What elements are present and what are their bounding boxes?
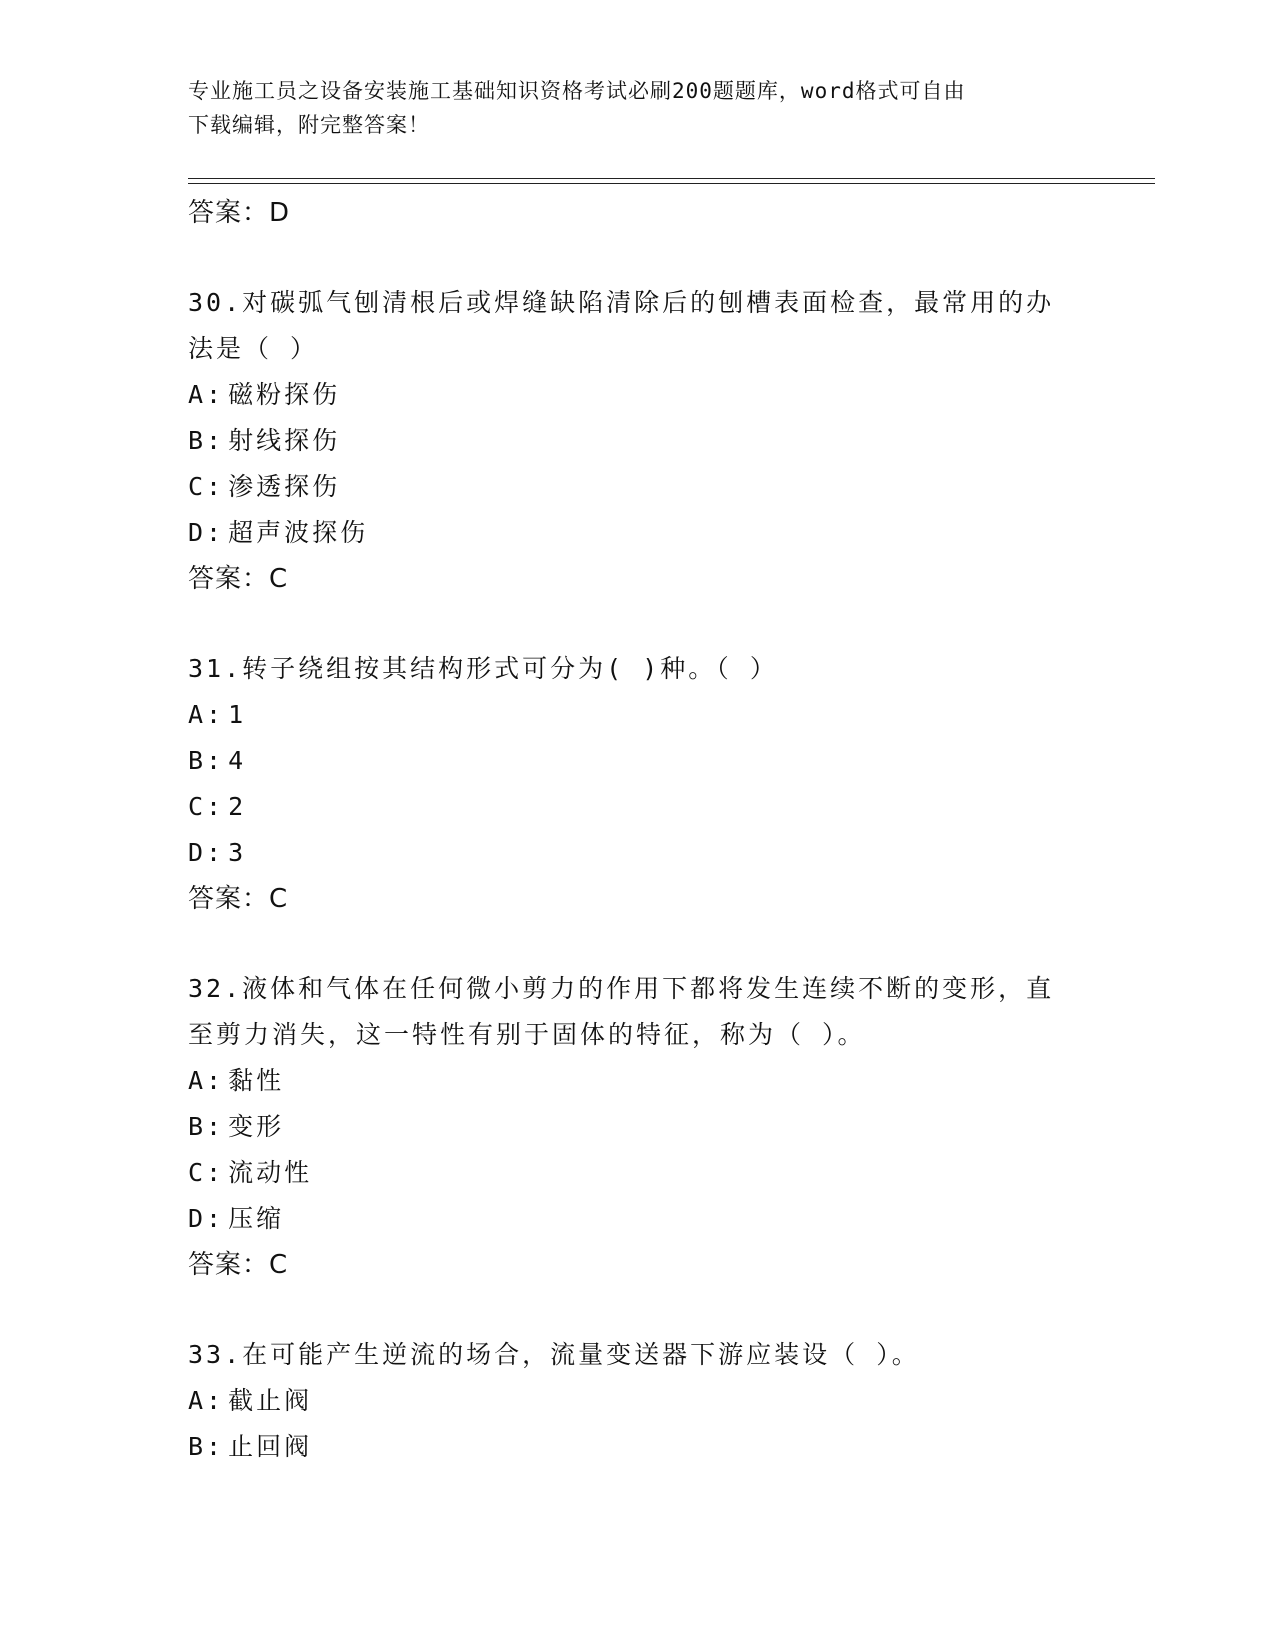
option-text: 射线探伤 xyxy=(228,426,341,455)
option-letter: B: xyxy=(188,426,225,455)
option-c xyxy=(188,784,1088,830)
question-answer: 答案：C xyxy=(188,884,289,914)
header-divider-bottom xyxy=(188,183,1155,184)
option-a xyxy=(188,1058,1088,1104)
question-line-1: 在可能产生逆流的场合，流量变送器下游应装设（ ）。 xyxy=(242,1340,920,1369)
option-d xyxy=(188,1196,1088,1242)
question-number: 31. xyxy=(188,654,243,683)
option-letter: B: xyxy=(188,1432,225,1461)
question-text xyxy=(188,280,1088,326)
option-letter: C: xyxy=(188,792,225,821)
option-letter: D: xyxy=(188,518,225,547)
option-letter: A: xyxy=(188,700,225,729)
option-d xyxy=(188,830,1088,876)
question-33 xyxy=(188,1332,1088,1470)
option-letter: A: xyxy=(188,380,225,409)
option-c xyxy=(188,1150,1088,1196)
option-text: 4 xyxy=(228,746,247,775)
header-title-line-2: 下载编辑，附完整答案！ xyxy=(188,113,430,137)
option-a xyxy=(188,692,1088,738)
header-title-line-1: 专业施工员之设备安装施工基础知识资格考试必刷200题题库，word格式可自由 xyxy=(188,79,966,103)
option-letter: C: xyxy=(188,472,225,501)
option-letter: A: xyxy=(188,1066,225,1095)
question-31 xyxy=(188,646,1088,922)
question-number: 30. xyxy=(188,288,243,317)
option-text: 压缩 xyxy=(228,1204,285,1233)
question-32 xyxy=(188,966,1088,1288)
option-a xyxy=(188,1378,1088,1424)
option-a xyxy=(188,372,1088,418)
option-b xyxy=(188,418,1088,464)
option-letter: D: xyxy=(188,838,225,867)
option-text: 渗透探伤 xyxy=(228,472,341,501)
option-text: 超声波探伤 xyxy=(228,518,369,547)
question-text xyxy=(188,966,1088,1012)
question-line-2: 法是（ ） xyxy=(188,334,319,363)
option-text: 磁粉探伤 xyxy=(228,380,341,409)
option-text: 截止阀 xyxy=(228,1386,313,1415)
option-text: 3 xyxy=(228,838,247,867)
option-text: 2 xyxy=(228,792,247,821)
option-b xyxy=(188,1104,1088,1150)
option-c xyxy=(188,464,1088,510)
option-text: 流动性 xyxy=(228,1158,313,1187)
option-text: 1 xyxy=(228,700,247,729)
option-b xyxy=(188,738,1088,784)
option-letter: B: xyxy=(188,746,225,775)
question-text xyxy=(188,646,1088,692)
question-30 xyxy=(188,280,1088,602)
option-text: 黏性 xyxy=(228,1066,285,1095)
option-text: 止回阀 xyxy=(228,1432,313,1461)
document-header xyxy=(188,74,1088,142)
question-line-1: 转子绕组按其结构形式可分为( )种。（ ） xyxy=(242,654,778,683)
question-number: 33. xyxy=(188,1340,243,1369)
option-letter: A: xyxy=(188,1386,225,1415)
question-line-1: 液体和气体在任何微小剪力的作用下都将发生连续不断的变形，直 xyxy=(242,974,1055,1003)
question-number: 32. xyxy=(188,974,243,1003)
option-b xyxy=(188,1424,1088,1470)
question-line-2: 至剪力消失，这一特性有别于固体的特征，称为（ ）。 xyxy=(188,1020,866,1049)
question-list xyxy=(188,190,1088,1470)
option-letter: D: xyxy=(188,1204,225,1233)
question-text xyxy=(188,1332,1088,1378)
option-d xyxy=(188,510,1088,556)
question-answer: 答案：C xyxy=(188,564,289,594)
previous-answer: 答案：D xyxy=(188,198,291,228)
option-letter: C: xyxy=(188,1158,225,1187)
option-letter: B: xyxy=(188,1112,225,1141)
header-divider-top xyxy=(188,178,1155,179)
question-line-1: 对碳弧气刨清根后或焊缝缺陷清除后的刨槽表面检查，最常用的办 xyxy=(242,288,1055,317)
question-answer: 答案：C xyxy=(188,1250,289,1280)
option-text: 变形 xyxy=(228,1112,285,1141)
